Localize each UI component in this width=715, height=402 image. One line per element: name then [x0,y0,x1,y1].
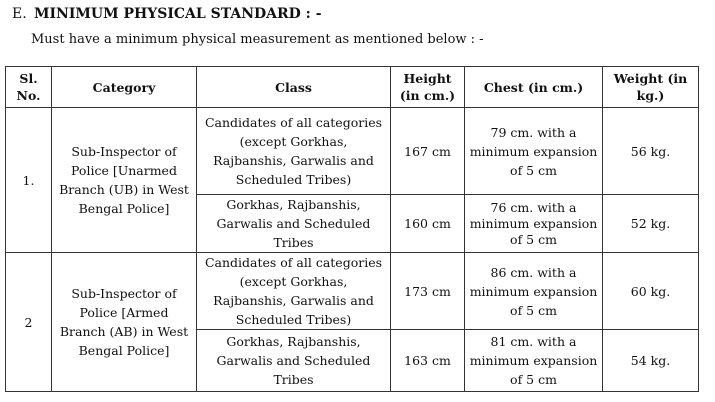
header-height: Height (in cm.) [391,67,465,108]
section-intro: Must have a minimum physical measurement as mentioned below : - [31,32,484,47]
sl-cell: 1. [6,108,52,253]
height-cell: 167 cm [391,108,465,195]
chest-cell: 79 cm. with a minimum expansion of 5 cm [465,108,603,195]
height-cell: 160 cm [391,195,465,253]
chest-cell: 86 cm. with a minimum expansion of 5 cm [465,253,603,330]
weight-cell: 60 kg. [603,253,699,330]
weight-cell: 54 kg. [603,330,699,392]
section-heading [12,6,322,22]
category-cell: Sub-Inspector of Police [Armed Branch (AB) in West Bengal Police] [52,253,197,392]
chest-cell: 76 cm. with a minimum expansion of 5 cm [465,195,603,253]
height-cell: 163 cm [391,330,465,392]
header-weight: Weight (in kg.) [603,67,699,108]
class-cell: Gorkhas, Rajbanshis, Garwalis and Scheduled Tribes [197,330,391,392]
header-category: Category [52,67,197,108]
header-row [6,67,699,108]
class-cell: Gorkhas, Rajbanshis, Garwalis and Scheduled Tribes [197,195,391,253]
section-title: MINIMUM PHYSICAL STANDARD : - [34,6,322,22]
header-sl: Sl. No. [6,67,52,108]
physical-standard-table [5,66,699,392]
chest-cell: 81 cm. with a minimum expansion of 5 cm [465,330,603,392]
class-cell: Candidates of all categories (except Gorkhas, Rajbanshis, Garwalis and Scheduled Tribes) [197,253,391,330]
header-class: Class [197,67,391,108]
height-cell: 173 cm [391,253,465,330]
weight-cell: 56 kg. [603,108,699,195]
sl-cell: 2 [6,253,52,392]
weight-cell: 52 kg. [603,195,699,253]
table-row [6,253,699,330]
category-cell: Sub-Inspector of Police [Unarmed Branch (UB) in West Bengal Police] [52,108,197,253]
table-row [6,108,699,195]
section-letter: E. [12,6,27,22]
header-chest: Chest (in cm.) [465,67,603,108]
class-cell: Candidates of all categories (except Gorkhas, Rajbanshis, Garwalis and Scheduled Tribes) [197,108,391,195]
